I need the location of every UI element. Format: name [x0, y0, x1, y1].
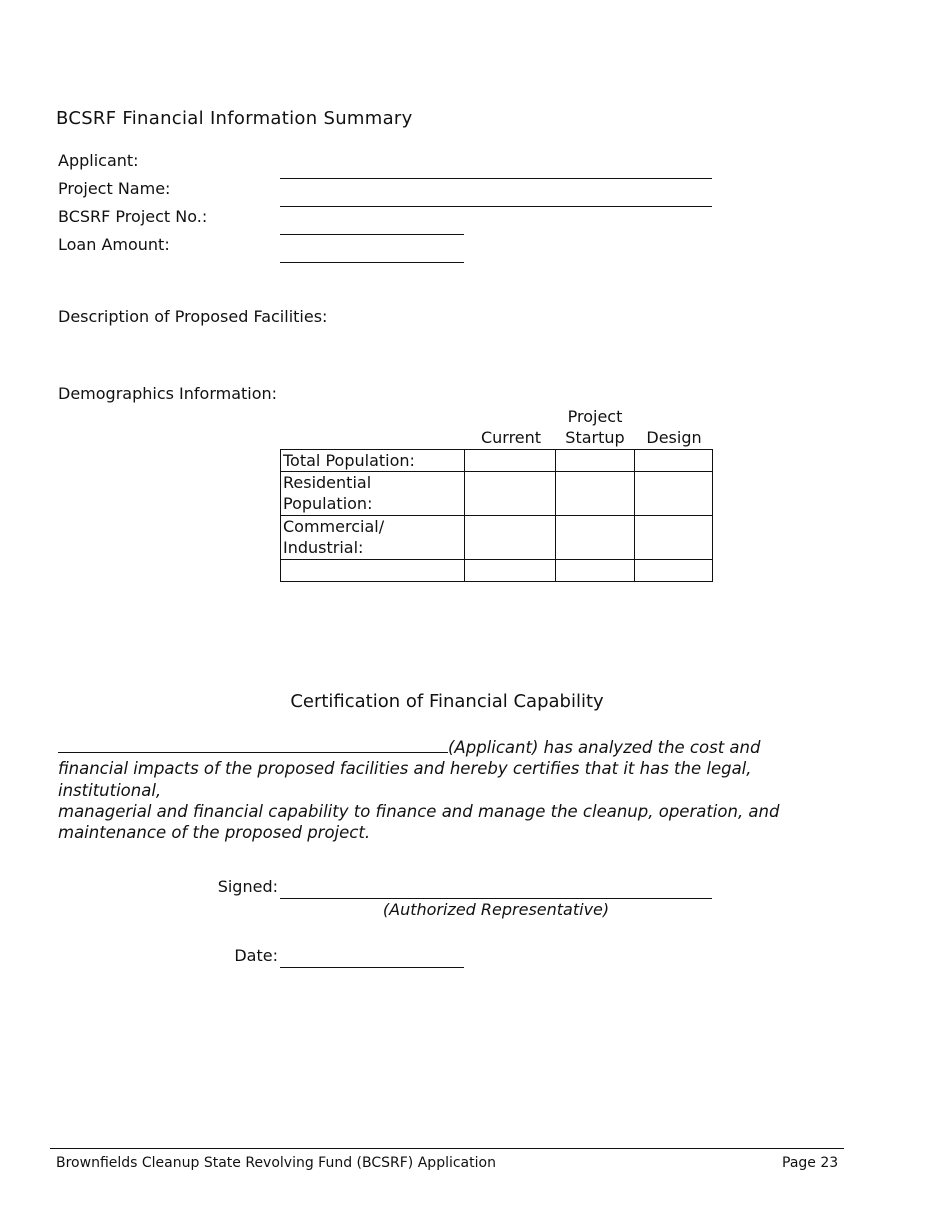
- project-no-field[interactable]: [280, 234, 464, 235]
- certification-title: Certification of Financial Capability: [290, 691, 604, 712]
- row-label-text: Residential: [283, 473, 372, 492]
- col-startup-header-line2: Startup: [565, 428, 625, 447]
- current-cell[interactable]: [465, 450, 556, 472]
- project-no-label: BCSRF Project No.:: [58, 207, 208, 226]
- project-name-label: Project Name:: [58, 179, 171, 198]
- current-cell[interactable]: [465, 472, 556, 516]
- row-label-text: Industrial:: [283, 538, 364, 557]
- design-cell[interactable]: [635, 450, 713, 472]
- startup-cell[interactable]: [556, 450, 635, 472]
- row-label: [281, 516, 465, 560]
- row-label[interactable]: [281, 560, 465, 582]
- startup-cell[interactable]: [556, 472, 635, 516]
- demographics-label: Demographics Information:: [58, 384, 278, 403]
- col-current-header: Current: [480, 428, 542, 447]
- page-title: BCSRF Financial Information Summary: [56, 108, 413, 129]
- footer-divider: [50, 1148, 844, 1149]
- table-row: [281, 472, 713, 516]
- date-label: Date:: [234, 946, 278, 965]
- row-label-text: Population:: [283, 494, 373, 513]
- row-label-text: Total Population:: [283, 451, 415, 470]
- loan-amount-field[interactable]: [280, 262, 464, 263]
- startup-cell[interactable]: [556, 560, 635, 582]
- startup-cell[interactable]: [556, 516, 635, 560]
- design-cell[interactable]: [635, 516, 713, 560]
- description-label: Description of Proposed Facilities:: [58, 307, 328, 326]
- cert-text-part2: financial impacts of the proposed facilities and hereby certifies that it has the legal, institutional,: [58, 759, 752, 800]
- applicant-name-field[interactable]: [58, 736, 448, 753]
- page-number: Page 23: [782, 1155, 839, 1171]
- authorized-rep-caption: (Authorized Representative): [382, 900, 610, 919]
- signed-label: Signed:: [217, 877, 278, 896]
- row-label: [281, 472, 465, 516]
- table-row: [281, 560, 713, 582]
- signature-field[interactable]: [280, 898, 712, 899]
- demographics-table: [280, 449, 713, 582]
- table-row: [281, 450, 713, 472]
- row-label: [281, 450, 465, 472]
- current-cell[interactable]: [465, 560, 556, 582]
- cert-text-part3: managerial and financial capability to finance and manage the cleanup, operation, and maintenance of the proposed project.: [58, 801, 780, 843]
- cert-text-part1: (Applicant) has analyzed the cost and: [448, 738, 761, 757]
- current-cell[interactable]: [465, 516, 556, 560]
- col-startup-header-line1: Project: [567, 407, 623, 426]
- footer-doc-title: Brownfields Cleanup State Revolving Fund (BCSRF) Application: [56, 1155, 496, 1171]
- certification-text: [58, 736, 788, 843]
- date-field[interactable]: [280, 967, 464, 968]
- design-cell[interactable]: [635, 472, 713, 516]
- table-row: [281, 516, 713, 560]
- design-cell[interactable]: [635, 560, 713, 582]
- applicant-field[interactable]: [280, 178, 712, 179]
- project-name-field[interactable]: [280, 206, 712, 207]
- row-label-text: Commercial/: [283, 517, 385, 536]
- col-design-header: Design: [646, 428, 702, 447]
- loan-amount-label: Loan Amount:: [58, 235, 170, 254]
- applicant-label: Applicant:: [58, 151, 139, 170]
